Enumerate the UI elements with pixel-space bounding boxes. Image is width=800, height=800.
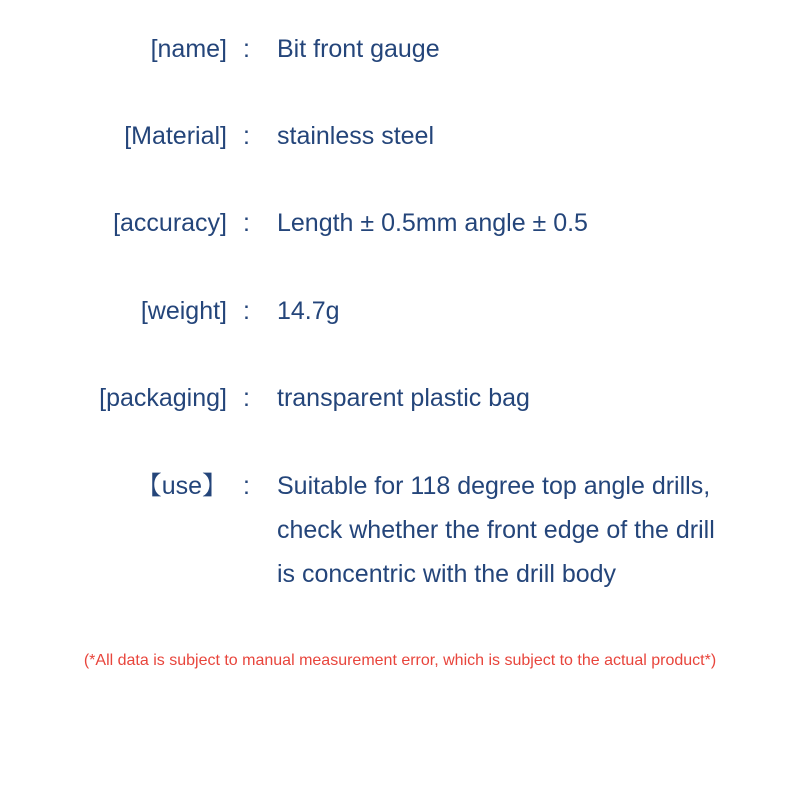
spec-label-name: [name] (150, 35, 227, 63)
spec-separator: : (243, 297, 250, 325)
spec-label-weight: [weight] (140, 297, 227, 325)
spec-value-use-line: Suitable for 118 degree top angle drills, (277, 472, 711, 500)
spec-label-packaging: [packaging] (99, 384, 227, 412)
spec-label-accuracy: [accuracy] (113, 209, 227, 237)
spec-value-material: stainless steel (277, 122, 435, 150)
spec-separator: : (243, 35, 250, 63)
spec-value-use (277, 464, 777, 596)
spec-value-use-line: is concentric with the drill body (277, 560, 617, 588)
spec-value-weight: 14.7g (277, 297, 340, 325)
spec-separator: : (243, 384, 250, 412)
measurement-disclaimer: (*All data is subject to manual measurement error, which is subject to the actual product*) (83, 652, 717, 669)
spec-label-use: 【use】 (136, 472, 227, 500)
spec-separator: : (243, 209, 250, 237)
spec-value-accuracy: Length ± 0.5mm angle ± 0.5 (277, 209, 588, 237)
spec-value-use-line: check whether the front edge of the drill (277, 516, 715, 544)
spec-value-packaging: transparent plastic bag (277, 384, 530, 412)
spec-separator: : (243, 122, 250, 150)
spec-separator: : (243, 472, 250, 500)
spec-value-name: Bit front gauge (277, 35, 440, 63)
spec-label-material: [Material] (124, 122, 227, 150)
